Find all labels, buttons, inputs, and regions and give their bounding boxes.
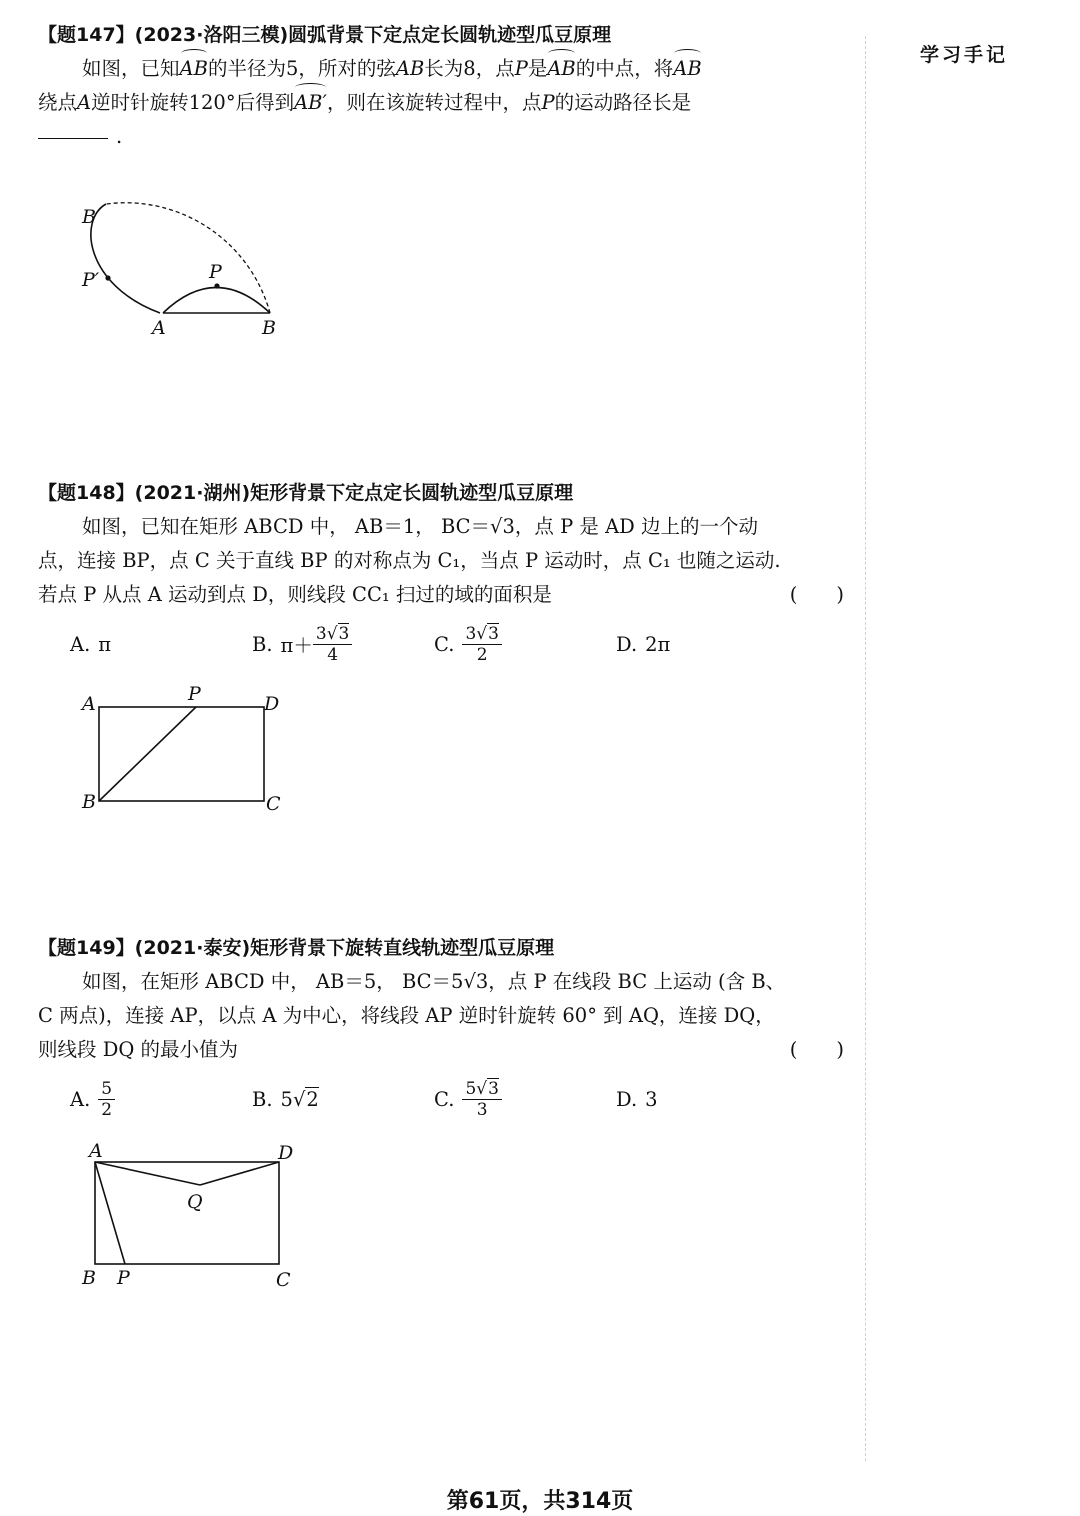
answer-paren[interactable]: ( ) <box>789 583 844 606</box>
problem-147 <box>38 22 848 154</box>
coef: 3 <box>315 623 327 644</box>
problem-149 <box>38 935 848 1127</box>
numerator: 5 <box>98 1079 115 1100</box>
label-p-prime: P′ <box>82 269 100 291</box>
option-value: π <box>98 632 112 656</box>
option-label: C. <box>434 1087 455 1111</box>
option-prefix: π＋ <box>280 634 313 657</box>
problem-heading <box>38 935 848 961</box>
problem-source: (2021·泰安)矩形背景下旋转直线轨迹型瓜豆原理 <box>134 937 555 959</box>
text-line: 如图，在矩形 ABCD 中， AB＝5， BC＝5√3，点 P 在线段 BC 上运动 (含 B、 <box>82 970 786 993</box>
option-label: D. <box>616 632 638 656</box>
fraction: $\frac{3√3}{4}$ <box>313 624 353 665</box>
problem-source: (2023·洛阳三模)圆弧背景下定点定长圆轨迹型瓜豆原理 <box>134 24 612 46</box>
text-run: ，则在该旋转过程中，点 <box>326 91 542 114</box>
option-c[interactable] <box>434 616 502 672</box>
segment-aq <box>95 1162 200 1185</box>
label-b-prime: B′ <box>82 206 101 228</box>
math-var: P <box>514 57 528 80</box>
label-p: P <box>117 1267 130 1289</box>
text-run: 的运动路径长是 <box>554 91 692 114</box>
figure-147-svg <box>70 190 300 350</box>
fraction: $\frac{3√3}{2}$ <box>462 624 502 665</box>
option-label: A. <box>70 1087 91 1111</box>
option-a[interactable] <box>70 1071 115 1127</box>
coef: 5 <box>280 1087 293 1111</box>
radicand: 3 <box>488 1078 499 1099</box>
problem-148 <box>38 480 848 672</box>
option-label: C. <box>434 632 455 656</box>
radicand: 3 <box>338 623 350 644</box>
text-run: 逆时针旋转120°后得到 <box>91 91 295 114</box>
point-p <box>214 283 219 288</box>
coef: 3 <box>465 623 477 644</box>
segment-dq <box>200 1162 279 1185</box>
radicand: 2 <box>306 1087 319 1111</box>
arc-symbol: AB <box>547 52 575 86</box>
label-p: P <box>188 683 201 705</box>
arc-ab <box>163 288 270 314</box>
page-number: 第61页，共314页 <box>446 1489 634 1514</box>
problem-source: (2021·湖州)矩形背景下定点定长圆轨迹型瓜豆原理 <box>134 482 574 504</box>
problem-text <box>38 510 848 612</box>
label-d: D <box>278 1142 294 1164</box>
segment-ap <box>95 1162 125 1264</box>
option-value: 3 <box>645 1087 658 1111</box>
figure-148 <box>76 680 296 824</box>
label-p: P <box>209 261 222 283</box>
option-d[interactable] <box>616 616 670 672</box>
text-line: C 两点)，连接 AP，以点 A 为中心，将线段 AP 逆时针旋转 60° 到 AQ，连接 DQ， <box>38 1004 775 1027</box>
answer-paren[interactable]: ( ) <box>789 1038 844 1061</box>
problem-tag: 【题148】 <box>38 482 135 504</box>
fraction: $\frac{5√3}{3}$ <box>462 1079 502 1120</box>
option-label: D. <box>616 1087 638 1111</box>
options <box>38 616 848 672</box>
label-c: C <box>266 793 281 815</box>
option-label: B. <box>252 632 273 656</box>
answer-blank[interactable] <box>38 138 108 139</box>
text-line: 如图，已知在矩形 ABCD 中， AB＝1， BC＝√3，点 P 是 AD 边上的一个动 <box>82 515 759 538</box>
label-d: D <box>264 693 280 715</box>
problem-text <box>38 965 848 1067</box>
text-run: 如图，已知 <box>82 57 180 80</box>
problem-text <box>38 52 848 154</box>
option-d[interactable] <box>616 1071 658 1127</box>
text-run: 的半径为5，所对的弦 <box>207 57 396 80</box>
notes-title: 学习手记 <box>920 44 1009 66</box>
math-var: AB <box>395 57 425 80</box>
text-run: 长为8，点 <box>424 57 515 80</box>
text-run: 是 <box>527 57 548 80</box>
denominator: 2 <box>476 644 488 665</box>
text-line: 点，连接 BP，点 C 关于直线 BP 的对称点为 C₁，当点 P 运动时，点 C₁ 也随之运动. <box>38 549 781 572</box>
option-b[interactable]: B. 5 √2 <box>252 1087 319 1111</box>
figure-149-svg <box>76 1135 316 1295</box>
denominator: 4 <box>327 644 339 665</box>
problem-tag: 【题149】 <box>38 937 135 959</box>
math-var: A <box>77 91 92 114</box>
label-b: B <box>262 317 276 339</box>
option-a[interactable] <box>70 616 111 672</box>
option-c[interactable] <box>434 1071 502 1127</box>
label-a: A <box>82 693 96 715</box>
label-q: Q <box>187 1191 203 1213</box>
option-value: 2π <box>645 632 671 656</box>
text-run: . <box>116 125 123 148</box>
figure-148-svg <box>76 680 296 820</box>
rectangle-abcd <box>95 1162 279 1264</box>
label-b: B <box>82 791 96 813</box>
segment-bp <box>99 707 196 801</box>
denominator: 3 <box>476 1099 488 1120</box>
figure-149 <box>76 1135 316 1299</box>
math-var: P <box>541 91 555 114</box>
option-b[interactable] <box>252 616 352 672</box>
problem-tag: 【题147】 <box>38 24 135 46</box>
problem-heading <box>38 22 848 48</box>
rotated-arc <box>91 204 160 313</box>
arc-symbol: AB <box>673 52 701 86</box>
figure-147 <box>70 190 300 354</box>
label-a: A <box>152 317 166 339</box>
text-run: 的中点，将 <box>575 57 674 80</box>
denominator: 2 <box>101 1099 113 1120</box>
options <box>38 1071 848 1127</box>
point-p-prime <box>105 275 110 280</box>
label-b: B <box>82 1267 96 1289</box>
arc-symbol: AB′ <box>294 86 327 120</box>
label-a: A <box>89 1140 103 1162</box>
option-label: A. <box>70 632 91 656</box>
radicand: 3 <box>488 623 499 644</box>
fraction <box>98 1079 115 1120</box>
notes-divider <box>865 36 866 1461</box>
option-label: B. <box>252 1087 273 1111</box>
label-c: C <box>276 1269 291 1291</box>
rotation-path <box>106 203 270 313</box>
text-run: 绕点 <box>38 91 78 114</box>
coef: 5 <box>465 1078 477 1099</box>
text-line: 则线段 DQ 的最小值为 <box>38 1038 239 1061</box>
arc-symbol: AB <box>180 52 208 86</box>
problem-heading <box>38 480 848 506</box>
text-line: 若点 P 从点 A 运动到点 D，则线段 CC₁ 扫过的域的面积是 <box>38 583 552 606</box>
